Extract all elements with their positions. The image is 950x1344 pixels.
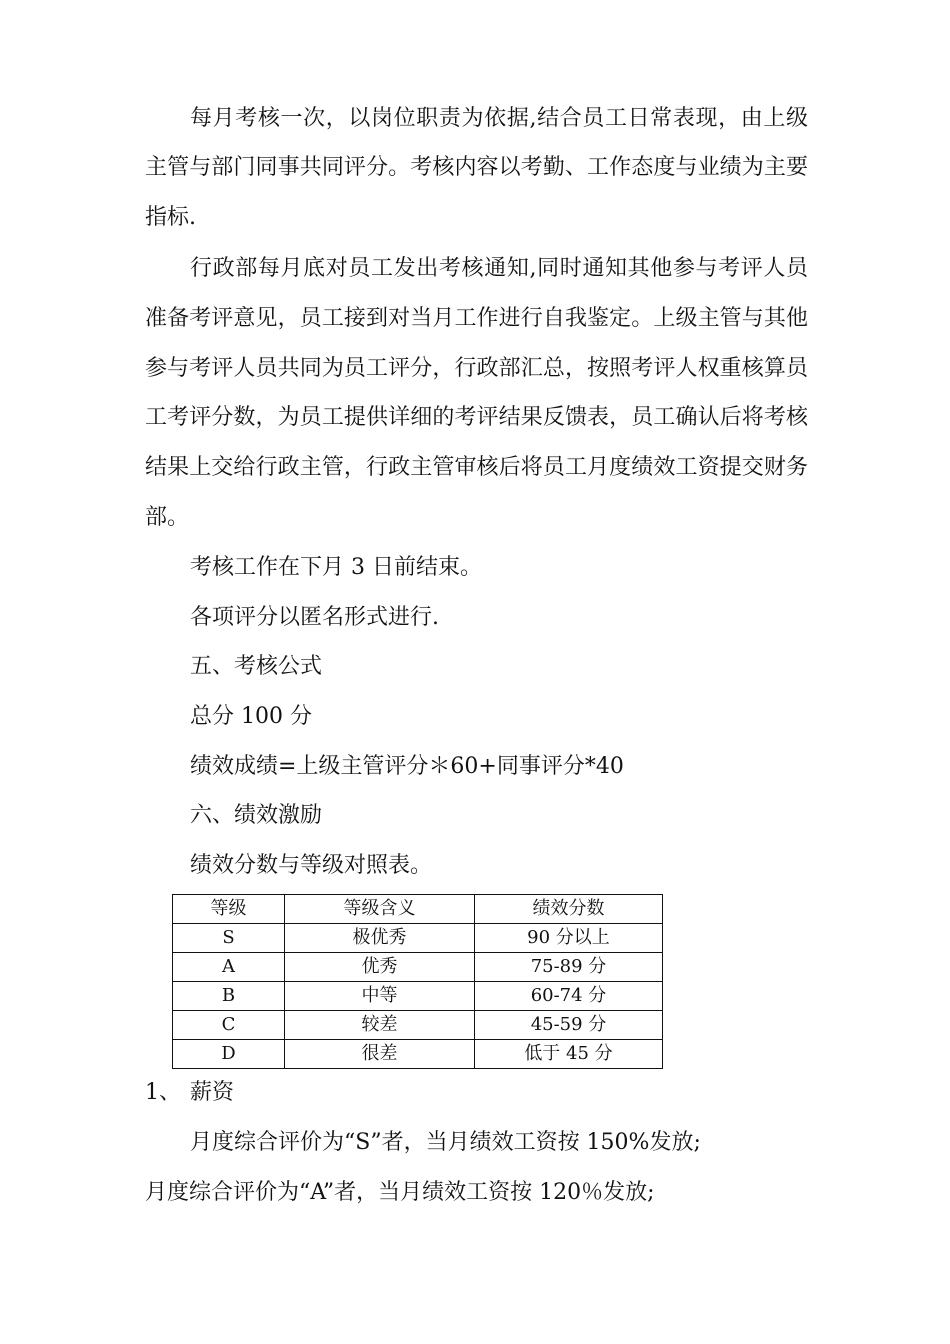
table-caption: 绩效分数与等级对照表。 — [190, 853, 433, 878]
table-row — [173, 953, 663, 982]
paragraph-line: 行政部每月底对员工发出考核通知,同时通知其他参与考评人员 — [190, 256, 808, 281]
table-row — [173, 1040, 663, 1069]
formula-text: 绩效成绩=上级主管评分＊60+同事评分*40 — [190, 754, 624, 779]
list-item-label: 薪资 — [190, 1080, 235, 1105]
header-meaning: 等级含义 — [285, 895, 475, 924]
paragraph-line: 部。 — [145, 505, 190, 530]
meaning-cell: 极优秀 — [285, 924, 475, 953]
rule-s-text: 月度综合评价为“S”者，当月绩效工资按 150%发放; — [190, 1130, 701, 1155]
table-row — [173, 1011, 663, 1040]
grade-cell: A — [173, 953, 285, 982]
list-number: 1、 — [145, 1080, 181, 1105]
meaning-cell: 很差 — [285, 1040, 475, 1069]
score-cell: 45-59 分 — [475, 1011, 663, 1040]
section-heading-5: 五、考核公式 — [190, 654, 323, 679]
header-grade: 等级 — [173, 895, 285, 924]
paragraph-line: 主管与部门同事共同评分。考核内容以考勤、工作态度与业绩为主要 — [145, 155, 808, 180]
score-cell: 低于 45 分 — [475, 1040, 663, 1069]
paragraph-line: 每月考核一次，以岗位职责为依据,结合员工日常表现，由上级 — [190, 106, 808, 131]
table-row — [173, 982, 663, 1011]
section-heading-6: 六、绩效激励 — [190, 803, 323, 828]
grade-cell: D — [173, 1040, 285, 1069]
anonymous-text: 各项评分以匿名形式进行. — [190, 605, 439, 630]
grade-cell: S — [173, 924, 285, 953]
meaning-cell: 中等 — [285, 982, 475, 1011]
paragraph-line: 指标. — [145, 205, 196, 230]
table-row — [173, 924, 663, 953]
rule-a-text: 月度综合评价为“A”者，当月绩效工资按 120％发放; — [145, 1180, 655, 1205]
total-score-text: 总分 100 分 — [190, 704, 312, 729]
grade-table — [172, 894, 663, 1069]
meaning-cell: 较差 — [285, 1011, 475, 1040]
deadline-text: 考核工作在下月 3 日前结束。 — [190, 555, 482, 580]
paragraph-line: 准备考评意见，员工接到对当月工作进行自我鉴定。上级主管与其他 — [145, 306, 808, 331]
score-cell: 75-89 分 — [475, 953, 663, 982]
grade-cell: C — [173, 1011, 285, 1040]
table-header-row — [173, 895, 663, 924]
grade-cell: B — [173, 982, 285, 1011]
paragraph-line: 结果上交给行政主管，行政主管审核后将员工月度绩效工资提交财务 — [145, 455, 808, 480]
paragraph-line: 参与考评人员共同为员工评分，行政部汇总，按照考评人权重核算员 — [145, 356, 808, 381]
score-cell: 60-74 分 — [475, 982, 663, 1011]
paragraph-line: 工考评分数，为员工提供详细的考评结果反馈表，员工确认后将考核 — [145, 405, 808, 430]
score-cell: 90 分以上 — [475, 924, 663, 953]
header-score: 绩效分数 — [475, 895, 663, 924]
meaning-cell: 优秀 — [285, 953, 475, 982]
